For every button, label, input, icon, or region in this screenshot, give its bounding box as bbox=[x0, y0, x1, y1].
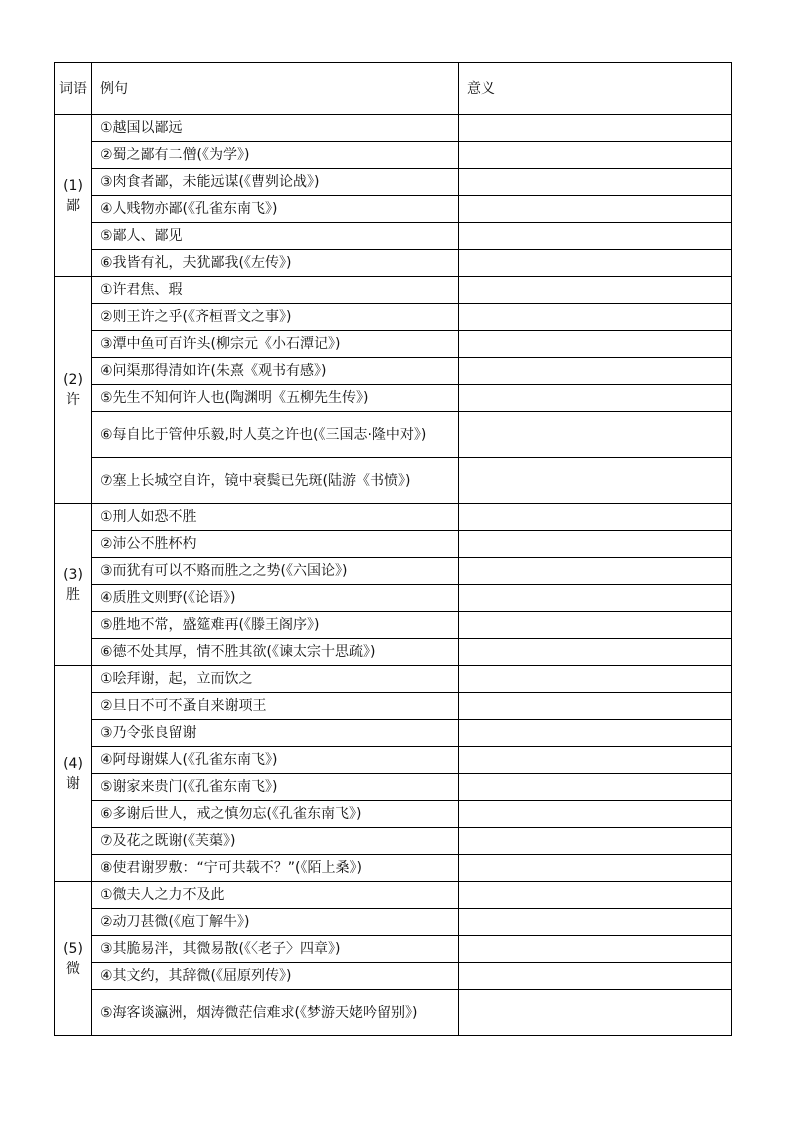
example-sentence: ②沛公不胜杯杓 bbox=[92, 531, 459, 558]
word-character: 胜 bbox=[66, 586, 80, 603]
meaning-blank-cell[interactable] bbox=[459, 385, 732, 412]
meaning-blank-cell[interactable] bbox=[459, 963, 732, 990]
word-cell bbox=[55, 882, 92, 1036]
example-sentence: ①许君焦、瑕 bbox=[92, 277, 459, 304]
header-example: 例句 bbox=[92, 63, 459, 115]
table-row bbox=[55, 304, 732, 331]
example-sentence: ⑤胜地不常，盛筵难再(《滕王阁序》) bbox=[92, 612, 459, 639]
table-row bbox=[55, 963, 732, 990]
word-cell bbox=[55, 277, 92, 504]
table-row bbox=[55, 358, 732, 385]
table-row bbox=[55, 585, 732, 612]
table-row bbox=[55, 385, 732, 412]
word-number: (1) bbox=[63, 177, 83, 194]
example-sentence: ④质胜文则野(《论语》) bbox=[92, 585, 459, 612]
meaning-blank-cell[interactable] bbox=[459, 801, 732, 828]
word-cell bbox=[55, 504, 92, 666]
example-sentence: ⑥德不处其厚，情不胜其欲(《谏太宗十思疏》) bbox=[92, 639, 459, 666]
word-cell bbox=[55, 666, 92, 882]
header-word: 词语 bbox=[55, 63, 92, 115]
word-character: 鄙 bbox=[66, 197, 80, 214]
meaning-blank-cell[interactable] bbox=[459, 115, 732, 142]
table-row bbox=[55, 250, 732, 277]
word-number: (2) bbox=[63, 372, 83, 388]
table-row bbox=[55, 936, 732, 963]
table-row bbox=[55, 909, 732, 936]
meaning-blank-cell[interactable] bbox=[459, 612, 732, 639]
meaning-blank-cell[interactable] bbox=[459, 331, 732, 358]
word-character: 许 bbox=[66, 392, 80, 408]
meaning-blank-cell[interactable] bbox=[459, 639, 732, 666]
meaning-blank-cell[interactable] bbox=[459, 531, 732, 558]
table-row bbox=[55, 412, 732, 458]
example-sentence: ⑤鄙人、鄙见 bbox=[92, 223, 459, 250]
word-character: 微 bbox=[66, 960, 80, 977]
meaning-blank-cell[interactable] bbox=[459, 223, 732, 250]
example-sentence: ③肉食者鄙，未能远谋(《曹刿论战》) bbox=[92, 169, 459, 196]
meaning-blank-cell[interactable] bbox=[459, 990, 732, 1036]
table-row bbox=[55, 277, 732, 304]
meaning-blank-cell[interactable] bbox=[459, 828, 732, 855]
word-cell bbox=[55, 115, 92, 277]
example-sentence: ⑤海客谈瀛洲，烟涛微茫信难求(《梦游天姥吟留别》) bbox=[92, 990, 459, 1036]
meaning-blank-cell[interactable] bbox=[459, 142, 732, 169]
example-sentence: ⑦塞上长城空自许，镜中衰鬓已先斑(陆游《书愤》) bbox=[92, 458, 459, 504]
meaning-blank-cell[interactable] bbox=[459, 720, 732, 747]
table-row bbox=[55, 612, 732, 639]
example-sentence: ③乃令张良留谢 bbox=[92, 720, 459, 747]
meaning-blank-cell[interactable] bbox=[459, 855, 732, 882]
table-row bbox=[55, 774, 732, 801]
example-sentence: ③而犹有可以不赂而胜之之势(《六国论》) bbox=[92, 558, 459, 585]
example-sentence: ⑥每自比于管仲乐毅,时人莫之许也(《三国志·隆中对》) bbox=[92, 412, 459, 458]
table-row bbox=[55, 720, 732, 747]
example-sentence: ⑤谢家来贵门(《孔雀东南飞》) bbox=[92, 774, 459, 801]
example-sentence: ⑧使君谢罗敷：“宁可共载不？”(《陌上桑》) bbox=[92, 855, 459, 882]
table-row bbox=[55, 558, 732, 585]
example-sentence: ②则王许之乎(《齐桓晋文之事》) bbox=[92, 304, 459, 331]
example-sentence: ②蜀之鄙有二僧(《为学》) bbox=[92, 142, 459, 169]
table-row bbox=[55, 990, 732, 1036]
meaning-blank-cell[interactable] bbox=[459, 277, 732, 304]
meaning-blank-cell[interactable] bbox=[459, 504, 732, 531]
meaning-blank-cell[interactable] bbox=[459, 458, 732, 504]
meaning-blank-cell[interactable] bbox=[459, 558, 732, 585]
example-sentence: ③潭中鱼可百许头(柳宗元《小石潭记》) bbox=[92, 331, 459, 358]
table-row bbox=[55, 639, 732, 666]
table-row bbox=[55, 693, 732, 720]
example-sentence: ①刑人如恐不胜 bbox=[92, 504, 459, 531]
vocabulary-table bbox=[54, 62, 732, 1036]
example-sentence: ④其文约，其辞微(《屈原列传》) bbox=[92, 963, 459, 990]
table-row bbox=[55, 196, 732, 223]
meaning-blank-cell[interactable] bbox=[459, 169, 732, 196]
table-row bbox=[55, 855, 732, 882]
table-row bbox=[55, 828, 732, 855]
word-number: (5) bbox=[63, 940, 83, 957]
meaning-blank-cell[interactable] bbox=[459, 909, 732, 936]
meaning-blank-cell[interactable] bbox=[459, 666, 732, 693]
meaning-blank-cell[interactable] bbox=[459, 747, 732, 774]
table-row bbox=[55, 169, 732, 196]
table-row bbox=[55, 142, 732, 169]
meaning-blank-cell[interactable] bbox=[459, 304, 732, 331]
meaning-blank-cell[interactable] bbox=[459, 882, 732, 909]
table-row bbox=[55, 747, 732, 774]
meaning-blank-cell[interactable] bbox=[459, 936, 732, 963]
example-sentence: ②旦日不可不蚤自来谢项王 bbox=[92, 693, 459, 720]
example-sentence: ①微夫人之力不及此 bbox=[92, 882, 459, 909]
example-sentence: ②动刀甚微(《庖丁解牛》) bbox=[92, 909, 459, 936]
example-sentence: ⑥我皆有礼，夫犹鄙我(《左传》) bbox=[92, 250, 459, 277]
example-sentence: ⑤先生不知何许人也(陶渊明《五柳先生传》) bbox=[92, 385, 459, 412]
table-row bbox=[55, 882, 732, 909]
table-row bbox=[55, 331, 732, 358]
example-sentence: ④人贱物亦鄙(《孔雀东南飞》) bbox=[92, 196, 459, 223]
example-sentence: ④阿母谢媒人(《孔雀东南飞》) bbox=[92, 747, 459, 774]
example-sentence: ④问渠那得清如许(朱熹《观书有感》) bbox=[92, 358, 459, 385]
meaning-blank-cell[interactable] bbox=[459, 585, 732, 612]
table-row bbox=[55, 531, 732, 558]
meaning-blank-cell[interactable] bbox=[459, 412, 732, 458]
example-sentence: ⑥多谢后世人，戒之慎勿忘(《孔雀东南飞》) bbox=[92, 801, 459, 828]
meaning-blank-cell[interactable] bbox=[459, 196, 732, 223]
meaning-blank-cell[interactable] bbox=[459, 250, 732, 277]
header-meaning: 意义 bbox=[459, 63, 732, 115]
table-row bbox=[55, 115, 732, 142]
table-row bbox=[55, 458, 732, 504]
example-sentence: ⑦及花之既谢(《芙蕖》) bbox=[92, 828, 459, 855]
word-number: (3) bbox=[63, 566, 83, 583]
example-sentence: ①越国以鄙远 bbox=[92, 115, 459, 142]
table-row bbox=[55, 223, 732, 250]
meaning-blank-cell[interactable] bbox=[459, 774, 732, 801]
word-character: 谢 bbox=[66, 775, 80, 792]
word-number: (4) bbox=[63, 755, 83, 772]
table-row bbox=[55, 666, 732, 693]
table-row bbox=[55, 504, 732, 531]
meaning-blank-cell[interactable] bbox=[459, 358, 732, 385]
meaning-blank-cell[interactable] bbox=[459, 693, 732, 720]
table-row bbox=[55, 801, 732, 828]
example-sentence: ①哙拜谢，起，立而饮之 bbox=[92, 666, 459, 693]
example-sentence: ③其脆易泮，其微易散(《〈老子〉四章》) bbox=[92, 936, 459, 963]
table-header-row bbox=[55, 63, 732, 115]
